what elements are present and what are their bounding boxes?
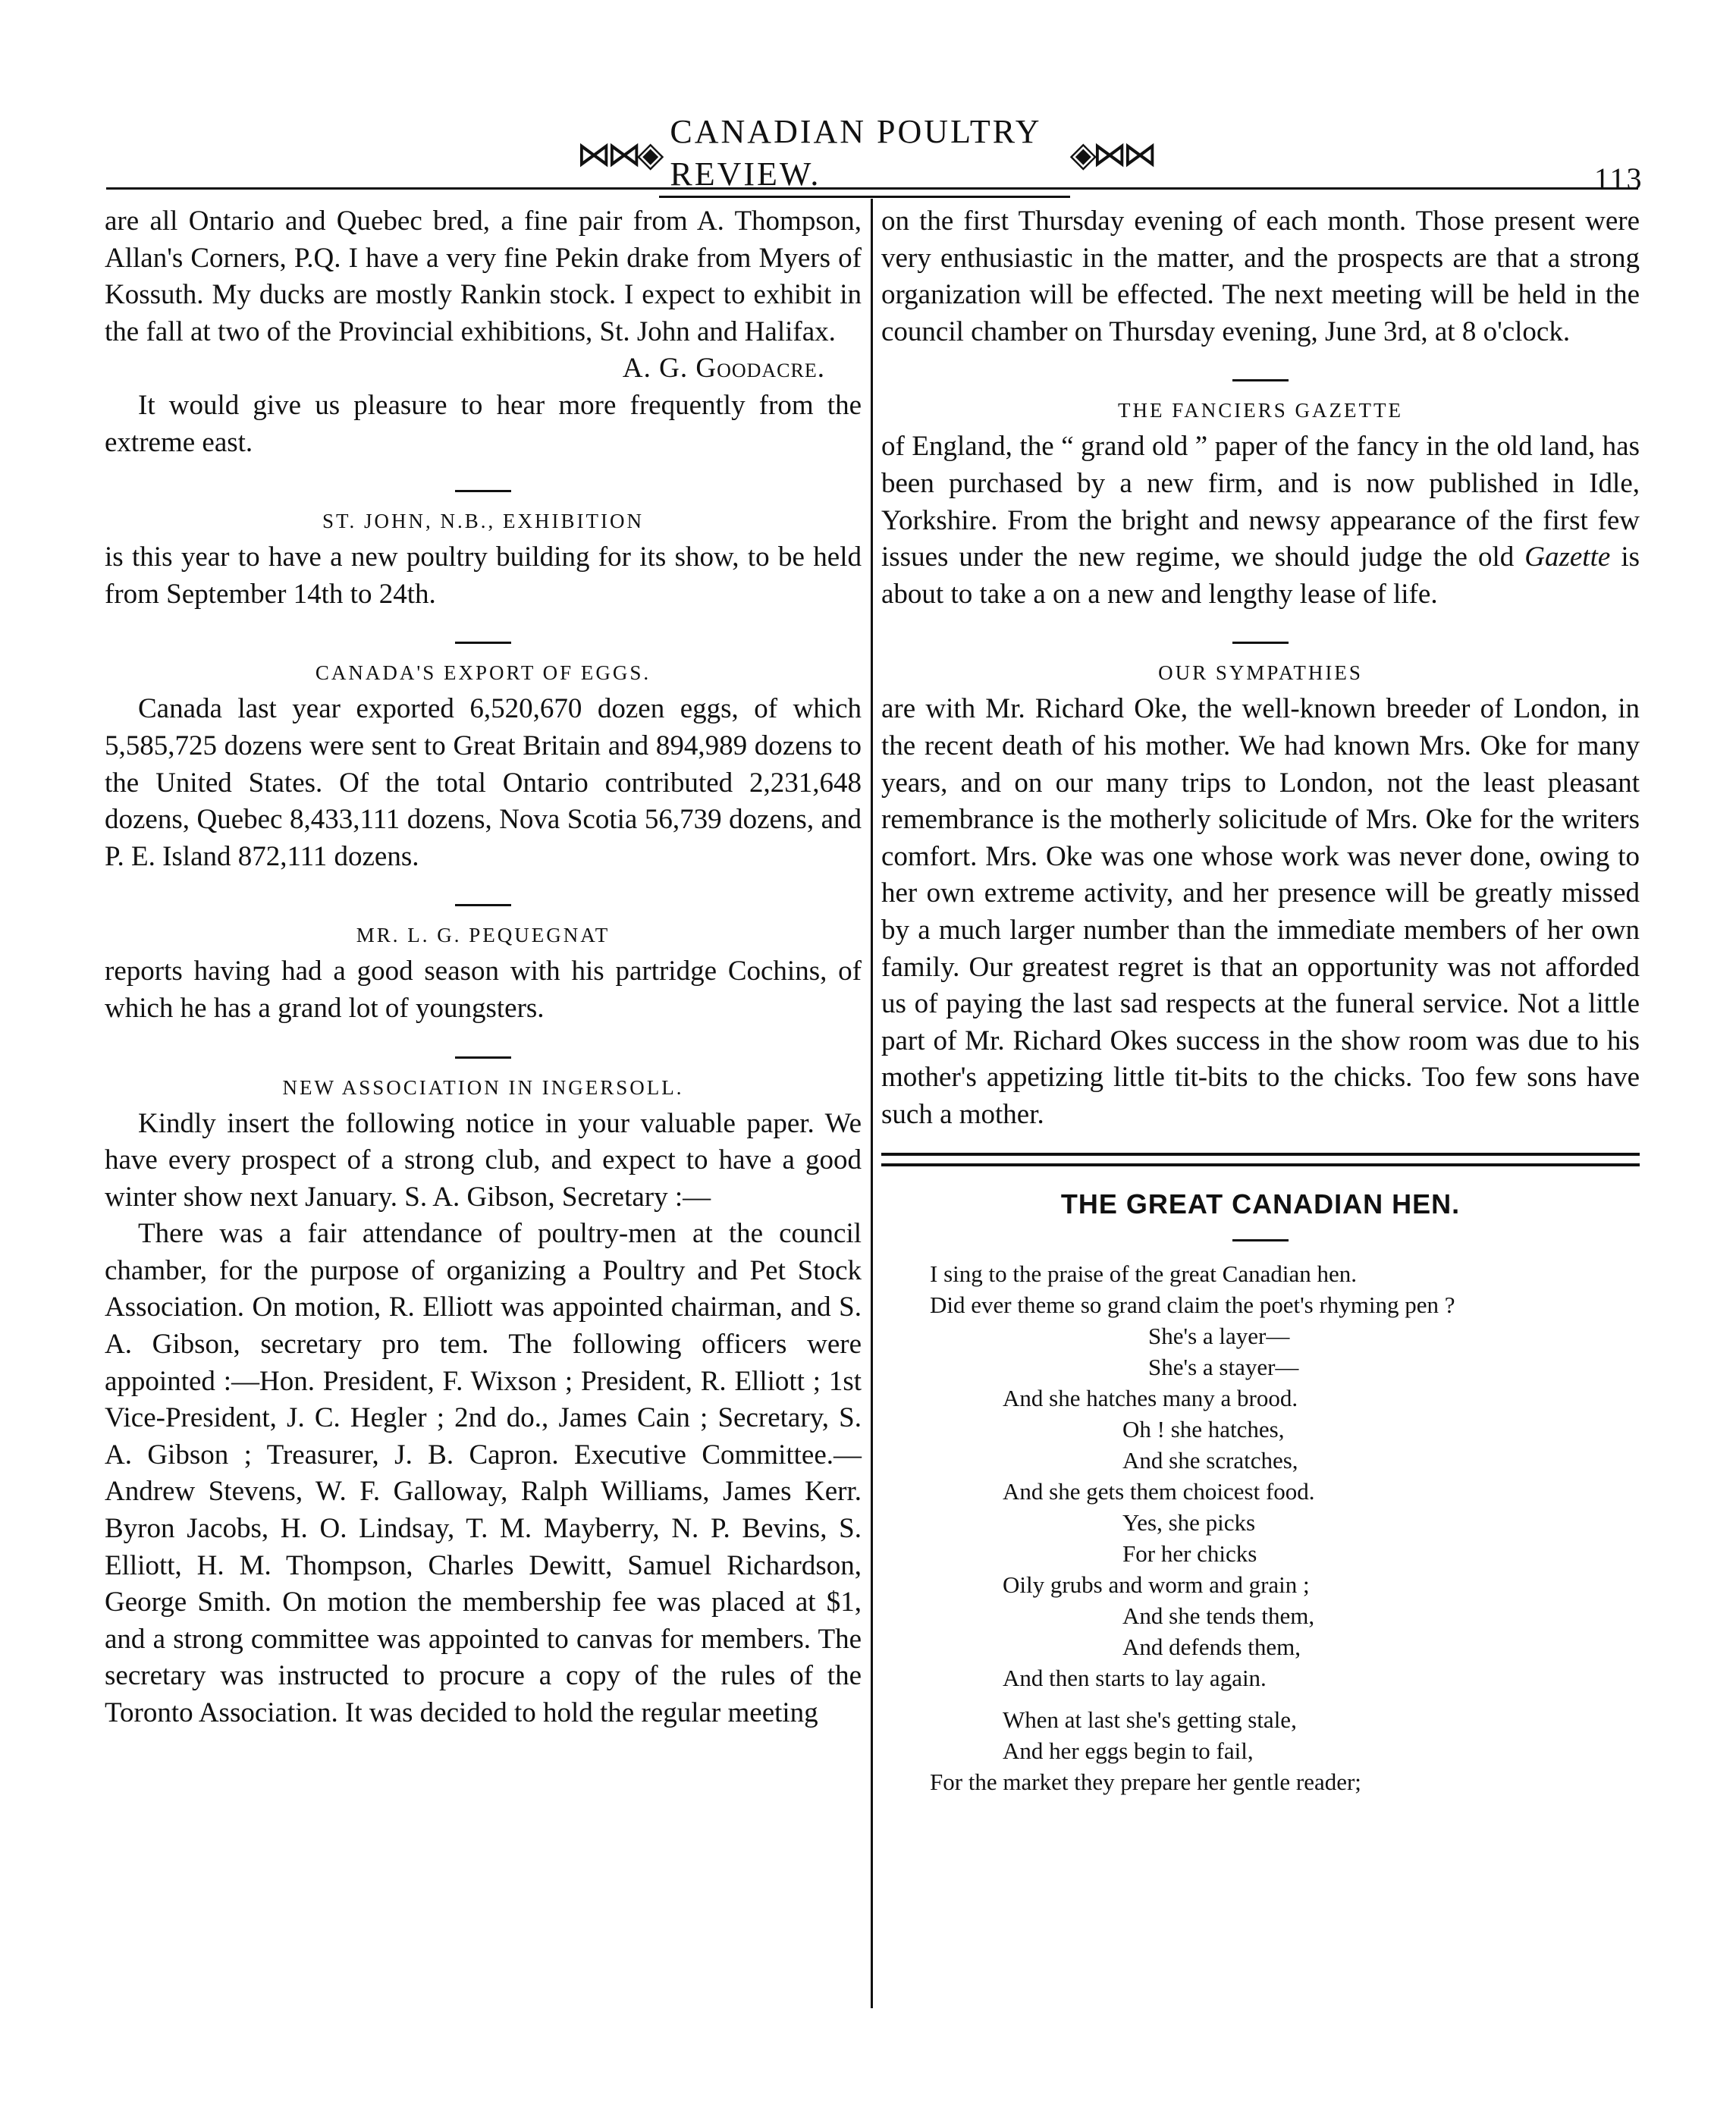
right-column [881, 203, 1640, 1797]
section-divider [455, 904, 511, 906]
signature: A. G. Goodacre. [622, 353, 825, 385]
poem-line: For her chicks [1122, 1540, 1257, 1568]
masthead-ornament-right: ◈⋈⋈ [1069, 133, 1153, 174]
article-text-part: is about to take a on a new and lengthy lease of life. [881, 541, 1640, 610]
article-text: There was a fair attendance of poultry-men at the council chamber, for the purpose of organizing a Poultry and Pet Stock Association. On motion, R. Elliott was appointed chairman, and S. A. Gibson, secretary pro tem. The following officers were appointed :—Hon. President, F. Wixson ; President, R. Elliott ; 1st Vice-President, J. C. Hegler ; 2nd do., James Cain ; Secretary, S. A. Gibson ; Treasurer, J. B. Capron. Executive Committee.—Andrew Stevens, W. F. Galloway, Ralph Williams, James Kerr. Byron Jacobs, H. O. Lindsay, T. M. Mayberry, N. P. Bevins, S. Elliott, H. M. Thompson, Charles Dewitt, Samuel Richardson, George Smith. On motion the membership fee was placed at $1, and a strong committee was appointed to canvas for members. The secretary was instructed to procure a copy of the rules of the Toronto Association. It was decided to hold the regular meeting [105, 1218, 862, 1728]
poem-line: And she tends them, [1122, 1602, 1315, 1630]
left-column [105, 203, 862, 1732]
article-text [881, 428, 1640, 613]
section-heading: CANADA'S EXPORT OF EGGS. [315, 661, 651, 685]
poem-line: And then starts to lay again. [1003, 1665, 1267, 1692]
article-text: reports having had a good season with his partridge Cochins, of which he has a grand lot of youngsters. [105, 956, 862, 1024]
article-text: Kindly insert the following notice in your valuable paper. We have every prospect of a strong club, and expect to have a good winter show next January. S. A. Gibson, Secretary :— [105, 1107, 862, 1213]
poem-line: Oh ! she hatches, [1122, 1416, 1285, 1443]
poem-line: And she gets them choicest food. [1003, 1478, 1315, 1505]
article-text: is this year to have a new poultry building for its show, to be held from September 14th to 24th. [105, 541, 862, 610]
section-heading: ST. JOHN, N.B., EXHIBITION [322, 510, 644, 533]
poem-line: And her eggs begin to fail, [1003, 1737, 1254, 1765]
poem-stanza [881, 1704, 1640, 1797]
column-divider [871, 199, 873, 2008]
section-divider [455, 490, 511, 492]
poem-line: I sing to the praise of the great Canadian hen. [930, 1260, 1357, 1288]
poem-line: And defends them, [1122, 1634, 1301, 1661]
article-text: Canada last year exported 6,520,670 dozen eggs, of which 5,585,725 dozens were sent to Great Britain and 894,989 dozens to the United States. Of the total Ontario contributed 2,231,648 dozens, Quebec 8,433,111 dozens, Nova Scotia 56,739 dozens, and P. E. Island 872,111 dozens. [105, 693, 862, 872]
section-divider [1232, 642, 1289, 644]
masthead-title: CANADIAN POULTRY REVIEW. [659, 111, 1069, 198]
section-heading: NEW ASSOCIATION IN INGERSOLL. [282, 1075, 684, 1099]
newspaper-name: Gazette [1524, 541, 1611, 573]
poem-line: And she scratches, [1122, 1447, 1298, 1474]
article-text: are all Ontario and Quebec bred, a fine pair from A. Thompson, Allan's Corners, P.Q. I have a very fine Pekin drake from Myers of Kossuth. My ducks are mostly Rankin stock. I expect to exhibit in the fall at two of the Provincial exhibitions, St. John and Halifax. [105, 206, 862, 347]
double-rule [881, 1153, 1640, 1166]
header-rule [106, 187, 1638, 190]
poem-title: THE GREAT CANADIAN HEN. [1060, 1188, 1461, 1220]
section-divider [1232, 1239, 1289, 1241]
article-text: on the first Thursday evening of each month. Those present were very enthusiastic in the matter, and the prospects are that a strong organization will be effected. The next meeting will be held in the council chamber on Thursday evening, June 3rd, at 8 o'clock. [881, 206, 1640, 347]
masthead [576, 112, 1153, 193]
poem-line: Yes, she picks [1122, 1509, 1256, 1536]
section-divider [455, 642, 511, 644]
poem-line: For the market they prepare her gentle reader; [930, 1769, 1361, 1796]
poem-line: Did ever theme so grand claim the poet's rhyming pen ? [930, 1292, 1455, 1319]
masthead-ornament-left: ⋈⋈◈ [576, 133, 660, 174]
article-text: are with Mr. Richard Oke, the well-known breeder of London, in the recent death of his mother. We had known Mrs. Oke for many years, and on our many trips to London, not the least pleasant remembrance is the motherly solicitude of Mrs. Oke for the writers comfort. Mrs. Oke was one whose work was never done, owing to her own extreme activity, and her presence will be greatly missed by a much larger number than the immediate members of her own family. Our greatest regret is that an opportunity was not afforded us of paying the last sad respects at the funeral service. Not a little part of Mr. Richard Okes success in the show room was due to his mother's appetizing little tit-bits to the chicks. Too few sons have such a mother. [881, 693, 1640, 1130]
section-divider [1232, 379, 1289, 381]
poem-line: She's a layer— [1148, 1323, 1290, 1350]
poem-line: When at last she's getting stale, [1003, 1706, 1297, 1734]
article-text-part: of England, the “ grand old ” paper of the fancy in the old land, has been purchased by a new firm, and is now published in Idle, Yorkshire. From the bright and newsy appearance of the first few issues under the new regime, we should judge the old [881, 431, 1640, 573]
poem-line: And she hatches many a brood. [1003, 1385, 1298, 1412]
poem-line: She's a stayer— [1148, 1354, 1299, 1381]
editorial-note: It would give us pleasure to hear more frequently from the extreme east. [105, 389, 862, 458]
page-number: 113 [1594, 162, 1643, 196]
section-heading: OUR SYMPATHIES [1158, 661, 1363, 685]
section-heading: MR. L. G. PEQUEGNAT [356, 924, 611, 947]
section-heading: THE FANCIERS GAZETTE [1118, 399, 1403, 422]
section-divider [455, 1056, 511, 1059]
poem [881, 1258, 1640, 1797]
poem-line: Oily grubs and worm and grain ; [1003, 1571, 1310, 1599]
